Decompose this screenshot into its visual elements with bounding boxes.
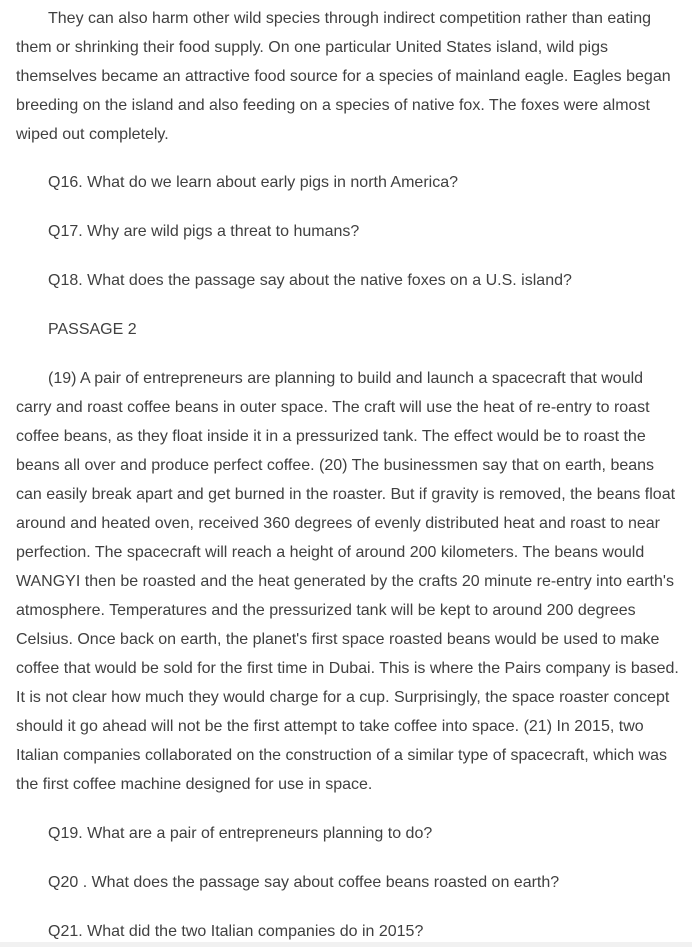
question-20: Q20 . What does the passage say about coffee beans roasted on earth?: [48, 874, 560, 891]
passage-2-paragraph: (19) A pair of entrepreneurs are planning to build and launch a spacecraft that would carry and roast coffee beans in outer space. The craft will use the heat of re-entry to roast coffee beans, as they float inside it in a pressurized tank. The effect would be to roast the beans all over and produce perfect coffee. (20) The businessmen say that on earth, beans can easily break apart and get burned in the roaster. But if gravity is removed, the beans float around and heated oven, received 360 degrees of evenly distributed heat and roast to near perfection. The spacecraft will reach a height of around 200 kilometers. The beans would WANGYI then be roasted and the heat generated by the crafts 20 minute re-entry into earth's atmosphere. Temperatures and the pressurized tank will be kept to around 200 degrees Celsius. Once back on earth, the planet's first space roasted beans would be used to make coffee that would be sold for the first time in Dubai. This is where the Pairs company is based. It is not clear how much they would charge for a cup. Surprisingly, the space roaster concept should it go ahead will not be the first attempt to take coffee into space. (21) In 2015, two Italian companies collaborated on the construction of a similar type of spacecraft, which was the first coffee machine designed for use in space.: [16, 370, 679, 793]
question-19: Q19. What are a pair of entrepreneurs planning to do?: [48, 825, 433, 842]
question-21: Q21. What did the two Italian companies do in 2015?: [48, 923, 424, 940]
passage-paragraph: They can also harm other wild species through indirect competition rather than eating them or shrinking their food supply. On one particular United States island, wild pigs themselves became an attractive food source for a species of mainland eagle. Eagles began breeding on the island and also feeding on a species of native fox. The foxes were almost wiped out completely.: [16, 10, 671, 143]
passage-2-heading: PASSAGE 2: [48, 321, 137, 338]
question-16: Q16. What do we learn about early pigs in north America?: [48, 174, 458, 191]
bottom-divider: [0, 942, 692, 947]
question-18: Q18. What does the passage say about the native foxes on a U.S. island?: [48, 272, 572, 289]
question-17: Q17. Why are wild pigs a threat to humans?: [48, 223, 360, 240]
